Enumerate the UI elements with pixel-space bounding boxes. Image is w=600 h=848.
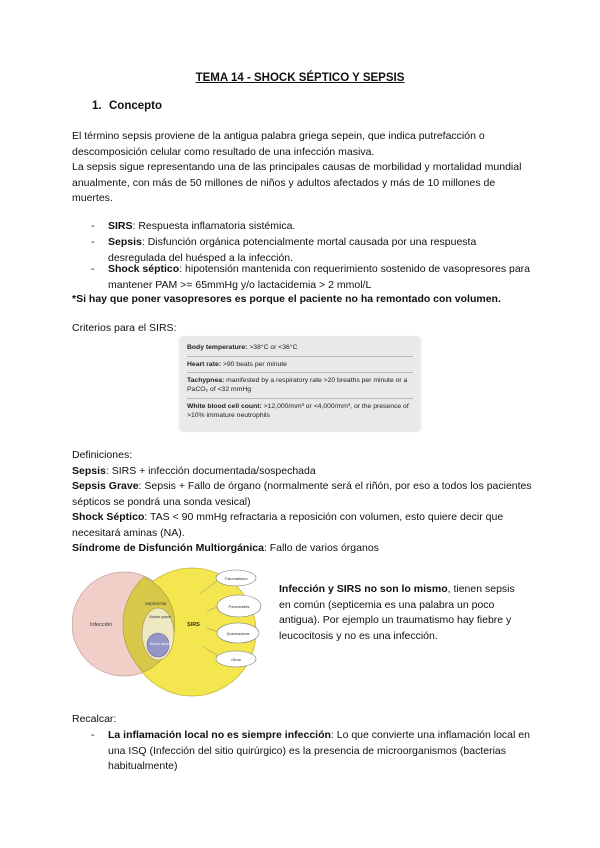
bullet-item: - La inflamación local no es siempre infección: Lo que convierte una inflamación local en una ISQ (Infección del sitio quirúrgico) es la presencia de microorganismos (bacterias habitualmente): [91, 729, 530, 772]
sirs-label: SIRS: [187, 622, 200, 628]
page-title: TEMA 14 - SHOCK SÉPTICO Y SEPSIS: [195, 72, 405, 84]
bullet-term: Shock séptico: [108, 263, 180, 275]
severe-sepsis-label: Sepsis grave: [149, 615, 171, 619]
sirs-criteria-table: [180, 337, 420, 431]
sirs-criterion: Tachypnea: manifested by a respiratory rate >20 breaths per minute or a PaCO₂ of <32 mmHg: [187, 377, 408, 393]
venn-explanation-text: , tienen sepsis en común (septicemia es una palabra un poco antigua). Por ejemplo un traumatismo hay fiebre y leucocitosis y no es una infección.: [279, 583, 515, 642]
section-heading: [92, 100, 162, 112]
cause-label: Pancreatitis: [228, 604, 250, 609]
bullet-item: - SIRS: Respuesta inflamatoria sistémica.: [91, 220, 296, 232]
cause-label: Quemaduras: [226, 631, 250, 636]
sepsis-label: Septicemia: [145, 601, 167, 606]
cause-label: Traumatismo: [224, 576, 248, 581]
criteria-label: Criterios para el SIRS:: [72, 322, 177, 334]
venn-explanation: [279, 582, 527, 644]
definition-item: Shock Séptico: TAS < 90 mmHg refractaria a reposición con volumen, esto quiere decir que necesitará aminas (NA).: [72, 511, 504, 539]
septic-shock-label: Shock séptico: [150, 642, 172, 646]
venn-explanation-bold: Infección y SIRS no son lo mismo: [279, 583, 448, 595]
recalcar-label: Recalcar:: [72, 713, 117, 725]
vasopressor-note: *Si hay que poner vasopresores es porque el paciente no ha remontado con volumen.: [72, 293, 501, 305]
bullet-term: SIRS: [108, 220, 133, 232]
sirs-criterion: Heart rate: >90 beats per minute: [187, 361, 287, 368]
bullet-item: - Sepsis: Disfunción orgánica potencialmente mortal causada por una respuesta desregulada del huésped a la infección.: [91, 236, 477, 264]
definition-item: Sepsis: SIRS + infección documentada/sospechada: [72, 464, 316, 477]
table-divider: [187, 398, 413, 399]
section-number: 1.: [92, 100, 102, 112]
bullet-text: : hipotensión mantenida con requerimiento sostenido de vasopresores para mantener PAM >= 65mmHg y/o lactacidemia > 2 mmol/L: [108, 263, 531, 291]
bullet-item: - Shock séptico: hipotensión mantenida con requerimiento sostenido de vasopresores para mantener PAM >= 65mmHg y/o lactacidemia > 2 mmol/L: [91, 263, 531, 291]
section-title: Concepto: [109, 100, 163, 112]
bullet-term: La inflamación local no es siempre infección: [108, 729, 331, 741]
infection-label: Infección: [90, 622, 113, 628]
bullet-text: : Disfunción orgánica potencialmente mortal causada por una respuesta desregulada del huésped a la infección.: [108, 236, 477, 264]
intro-paragraph-1: El término sepsis proviene de la antigua palabra griega sepein, que indica putrefacción o descomposición celular como resultado de una infección masiva.: [72, 130, 485, 158]
bullet-text: : Respuesta inflamatoria sistémica.: [132, 220, 296, 232]
cause-label: Otros: [231, 657, 241, 662]
definition-item: Sepsis Grave: Sepsis + Fallo de órgano (normalmente será el riñón, por eso a todos los pacientes sépticos se pondrá una sonda vesical): [72, 480, 532, 508]
table-divider: [187, 356, 413, 357]
definitions-heading: Definiciones:: [72, 449, 133, 461]
definition-item: Síndrome de Disfunción Multiorgánica: Fallo de varios órganos: [72, 542, 379, 554]
venn-diagram: [72, 566, 277, 698]
sirs-criterion: Body temperature: >38°C or <36°C: [187, 344, 298, 351]
table-divider: [187, 372, 413, 373]
intro-block: [72, 129, 532, 207]
definitions-block: [72, 448, 532, 557]
bullet-text: : Lo que convierte una inflamación local en una ISQ (Infección del sitio quirúrgico) es la presencia de microorganismos (bacterias habitualmente): [108, 729, 530, 772]
intro-paragraph-2: La sepsis sigue representando una de las principales causas de morbilidad y mortalidad mundial anualmente, con más de 50 millones de niños y adultos afectados y más de 10 millones de muertes.: [72, 161, 522, 204]
bullet-term: Sepsis: [108, 236, 142, 248]
sirs-criterion: White blood cell count: >12,000/mm³ or <4,000/mm³, or the presence of >10% immature neutrophils: [187, 403, 409, 419]
